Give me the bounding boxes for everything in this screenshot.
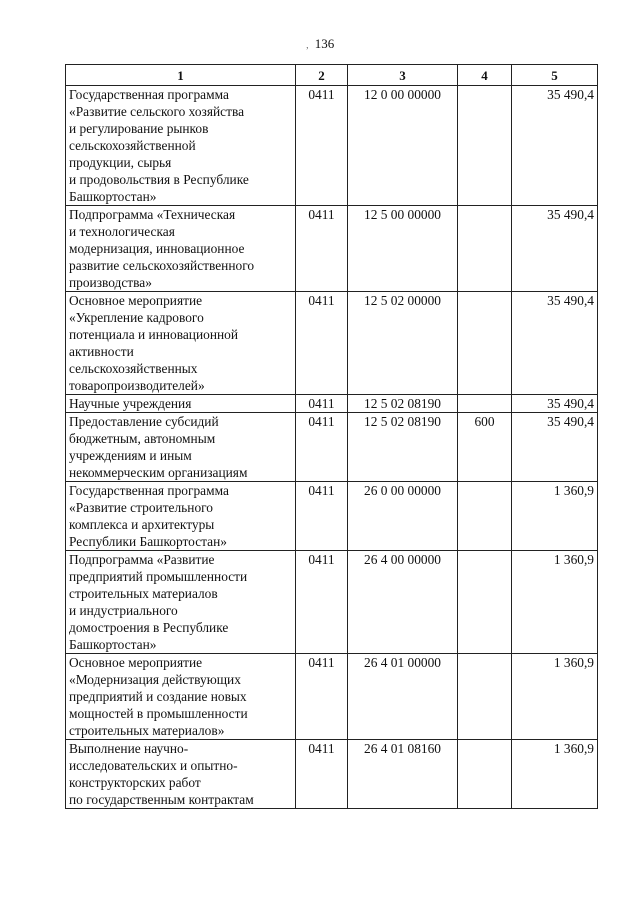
row-section-code: 0411 xyxy=(296,292,348,395)
row-target-article: 26 4 01 08160 xyxy=(348,740,458,809)
row-section-code: 0411 xyxy=(296,482,348,551)
row-expense-type xyxy=(458,395,512,413)
row-expense-type xyxy=(458,86,512,206)
table-row xyxy=(66,395,598,413)
row-target-article: 26 4 01 00000 xyxy=(348,654,458,740)
row-name: Подпрограмма «Техническая и технологическая модернизация, инновационное развитие сельскохозяйственного производства» xyxy=(66,206,296,292)
row-expense-type xyxy=(458,206,512,292)
row-expense-type xyxy=(458,482,512,551)
row-expense-type: 600 xyxy=(458,413,512,482)
row-name: Основное мероприятие «Укрепление кадрового потенциала и инновационной активности сельскохозяйственных товаропроизводителей» xyxy=(66,292,296,395)
row-name: Подпрограмма «Развитие предприятий промышленности строительных материалов и индустриального домостроения в Республике Башкортостан» xyxy=(66,551,296,654)
row-section-code: 0411 xyxy=(296,395,348,413)
row-name: Основное мероприятие «Модернизация действующих предприятий и создание новых мощностей в промышленности строительных материалов» xyxy=(66,654,296,740)
row-name: Государственная программа «Развитие сельского хозяйства и регулирование рынков сельскохозяйственной продукции, сырья и продовольствия в Республике Башкортостан» xyxy=(66,86,296,206)
row-section-code: 0411 xyxy=(296,413,348,482)
column-header-expense-type: 4 xyxy=(458,65,512,86)
row-target-article: 26 4 00 00000 xyxy=(348,551,458,654)
column-header-section: 2 xyxy=(296,65,348,86)
row-expense-type xyxy=(458,292,512,395)
table-row xyxy=(66,551,598,654)
budget-table xyxy=(65,64,598,809)
page-number-text: 136 xyxy=(314,36,335,51)
row-name: Научные учреждения xyxy=(66,395,296,413)
table-row xyxy=(66,482,598,551)
row-target-article: 12 5 02 08190 xyxy=(348,395,458,413)
table-row xyxy=(66,654,598,740)
row-target-article: 12 0 00 00000 xyxy=(348,86,458,206)
row-name: Государственная программа «Развитие строительного комплекса и архитектуры Республики Башкортостан» xyxy=(66,482,296,551)
row-section-code: 0411 xyxy=(296,206,348,292)
header-row xyxy=(66,65,598,86)
row-amount: 35 490,4 xyxy=(512,292,598,395)
row-amount: 1 360,9 xyxy=(512,740,598,809)
column-header-target-article: 3 xyxy=(348,65,458,86)
row-expense-type xyxy=(458,654,512,740)
column-header-amount: 5 xyxy=(512,65,598,86)
row-amount: 1 360,9 xyxy=(512,654,598,740)
row-amount: 35 490,4 xyxy=(512,86,598,206)
table-row xyxy=(66,413,598,482)
row-amount: 35 490,4 xyxy=(512,206,598,292)
row-section-code: 0411 xyxy=(296,86,348,206)
row-amount: 35 490,4 xyxy=(512,395,598,413)
page-mark: ‚ xyxy=(305,40,309,50)
row-target-article: 12 5 00 00000 xyxy=(348,206,458,292)
row-expense-type xyxy=(458,740,512,809)
table-row xyxy=(66,206,598,292)
row-name: Предоставление субсидий бюджетным, автономным учреждениям и иным некоммерческим организациям xyxy=(66,413,296,482)
row-target-article: 26 0 00 00000 xyxy=(348,482,458,551)
row-amount: 35 490,4 xyxy=(512,413,598,482)
table-row xyxy=(66,292,598,395)
row-name: Выполнение научно- исследовательских и опытно- конструкторских работ по государственным контрактам xyxy=(66,740,296,809)
column-header-name: 1 xyxy=(66,65,296,86)
row-target-article: 12 5 02 00000 xyxy=(348,292,458,395)
row-target-article: 12 5 02 08190 xyxy=(348,413,458,482)
page-number xyxy=(0,36,640,52)
row-amount: 1 360,9 xyxy=(512,551,598,654)
row-section-code: 0411 xyxy=(296,551,348,654)
row-expense-type xyxy=(458,551,512,654)
row-section-code: 0411 xyxy=(296,740,348,809)
row-amount: 1 360,9 xyxy=(512,482,598,551)
row-section-code: 0411 xyxy=(296,654,348,740)
table-row xyxy=(66,86,598,206)
table-row xyxy=(66,740,598,809)
